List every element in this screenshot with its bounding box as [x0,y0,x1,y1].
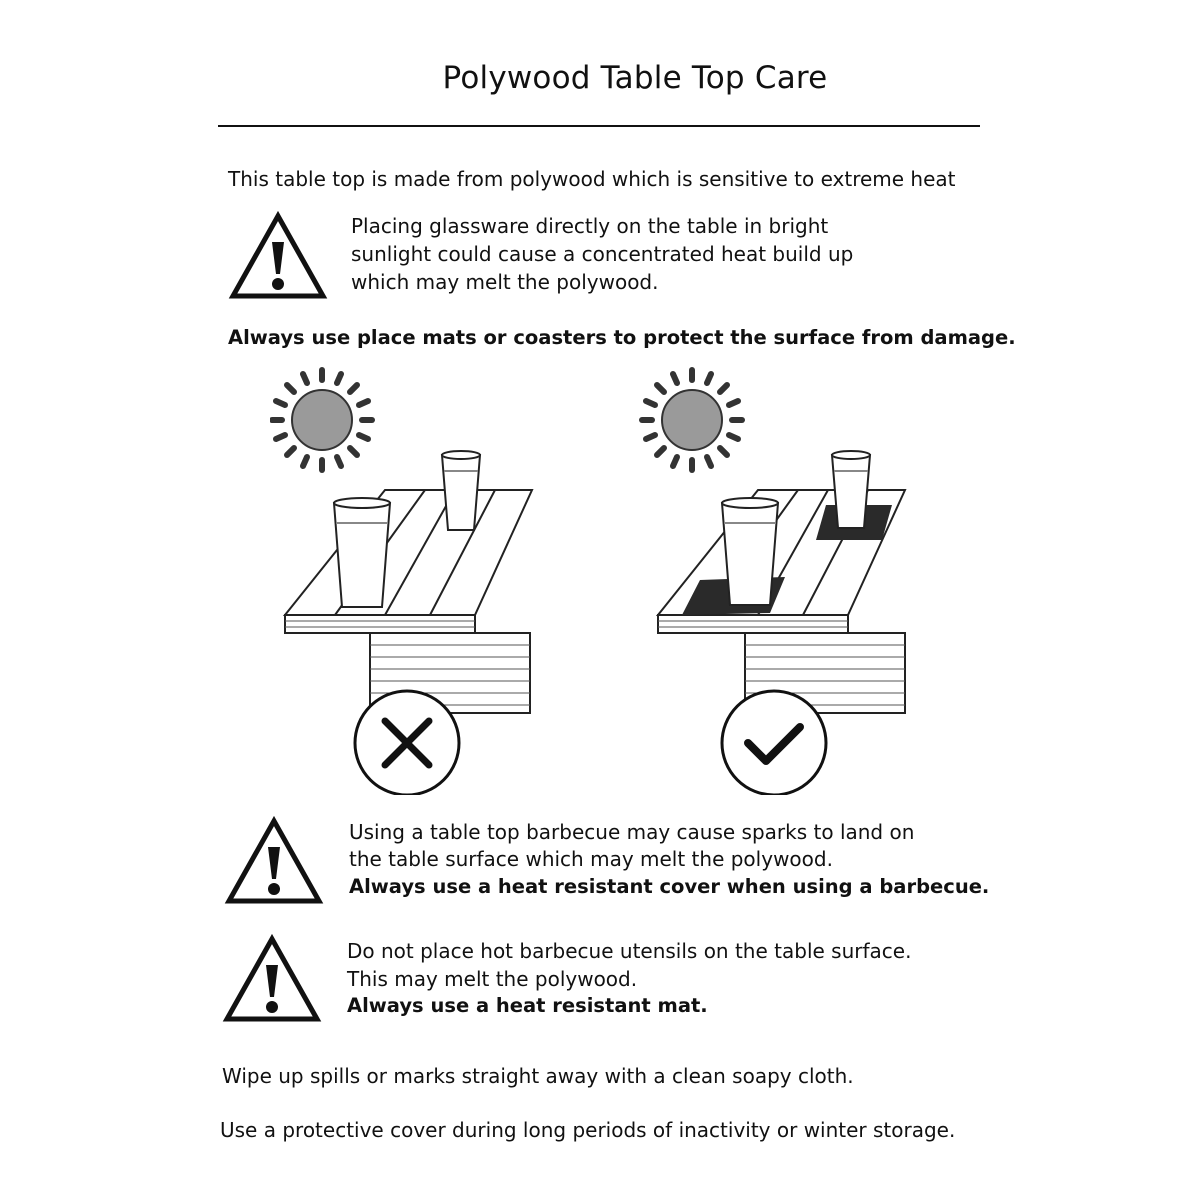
warning1-line: sunlight could cause a concentrated heat build up [351,242,854,266]
table-top [285,490,532,713]
warning1-line: Placing glassware directly on the table in bright [351,214,829,238]
warning3-line: Do not place hot barbecue utensils on the table surface. [347,939,912,963]
warning-triangle-icon [224,815,324,907]
glass-icon [334,498,390,607]
footer-text: Use a protective cover during long periods of inactivity or winter storage. [220,1118,956,1142]
warning-triangle-icon [228,210,328,302]
glass-icon [442,451,480,530]
footer-text: Wipe up spills or marks straight away with a clean soapy cloth. [222,1064,854,1088]
cross-mark-icon [355,691,459,795]
table-care-illustration [270,365,920,795]
warning3-line: This may melt the polywood. [347,967,638,991]
warning2-line: the table surface which may melt the polywood. [349,847,833,871]
sun-icon [642,370,742,470]
page-title: Polywood Table Top Care [442,60,828,96]
warning-triangle-icon [222,933,322,1025]
emphasis-text: Always use place mats or coasters to protect the surface from damage. [228,326,1016,349]
warning1-line: which may melt the polywood. [351,270,659,294]
warning3-bold: Always use a heat resistant mat. [347,994,708,1017]
warning2-line: Using a table top barbecue may cause sparks to land on [349,820,915,844]
warning2-bold: Always use a heat resistant cover when using a barbecue. [349,875,990,898]
intro-text: This table top is made from polywood which is sensitive to extreme heat [228,167,956,191]
glass-icon [832,451,870,528]
glass-icon [722,498,778,605]
check-mark-icon [722,691,826,795]
title-divider [218,125,980,127]
sun-icon [272,370,372,470]
